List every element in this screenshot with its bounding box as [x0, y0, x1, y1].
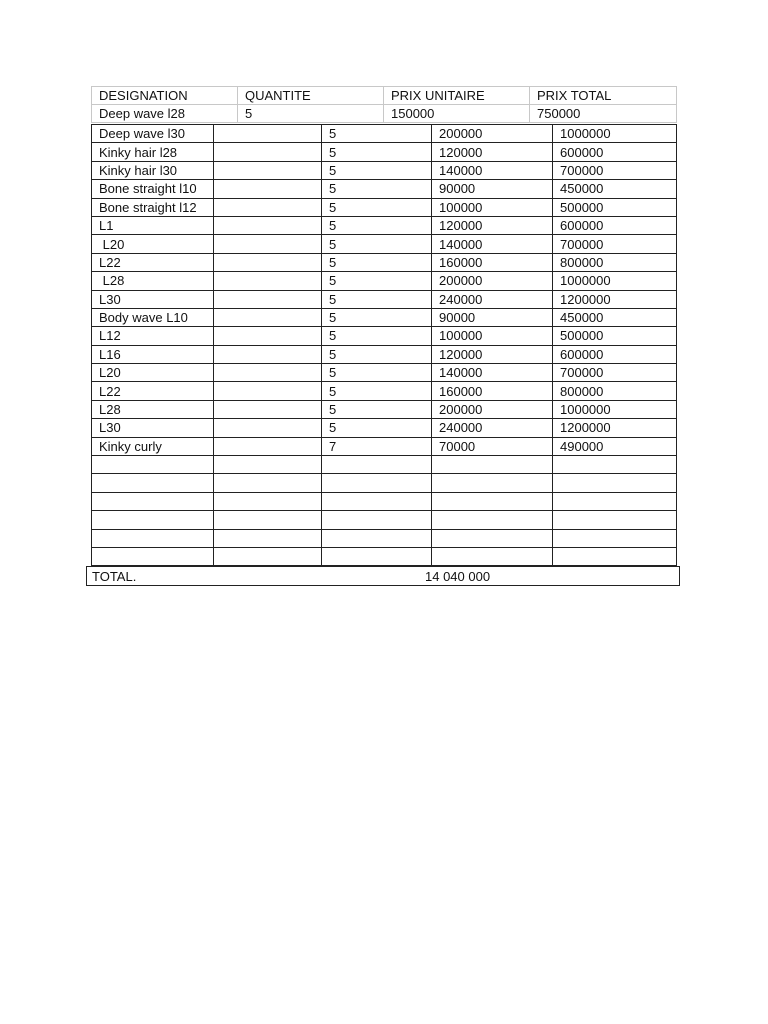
cell-blank [214, 364, 322, 382]
cell-designation [92, 511, 214, 529]
cell-quantite [322, 492, 432, 510]
column-header-prix-total: PRIX TOTAL [530, 87, 677, 105]
column-header-row [92, 87, 677, 105]
cell-prix-total: 750000 [530, 105, 677, 123]
cell-prix-unitaire: 100000 [432, 198, 553, 216]
cell-blank [214, 216, 322, 234]
cell-designation [92, 529, 214, 547]
cell-prix-total: 600000 [553, 216, 677, 234]
cell-blank [214, 547, 322, 565]
table-row [92, 290, 677, 308]
cell-prix-unitaire [432, 547, 553, 565]
cell-prix-total: 450000 [553, 308, 677, 326]
total-row [86, 566, 680, 586]
table-row [92, 272, 677, 290]
cell-blank [214, 272, 322, 290]
table-row [92, 364, 677, 382]
cell-designation: L22 [92, 253, 214, 271]
cell-designation: Kinky hair l30 [92, 161, 214, 179]
cell-designation: Bone straight l10 [92, 180, 214, 198]
cell-prix-unitaire: 120000 [432, 216, 553, 234]
header-table [91, 86, 677, 123]
cell-blank [214, 345, 322, 363]
cell-quantite: 7 [322, 437, 432, 455]
cell-designation: L20 [92, 235, 214, 253]
cell-blank [214, 382, 322, 400]
table-row [92, 143, 677, 161]
table-row [92, 161, 677, 179]
cell-prix-total: 1200000 [553, 419, 677, 437]
cell-prix-unitaire: 140000 [432, 235, 553, 253]
cell-blank [214, 125, 322, 143]
cell-prix-total: 700000 [553, 161, 677, 179]
cell-designation: L16 [92, 345, 214, 363]
cell-prix-total [553, 474, 677, 492]
cell-blank [214, 198, 322, 216]
cell-quantite: 5 [322, 125, 432, 143]
cell-prix-total: 450000 [553, 180, 677, 198]
cell-prix-unitaire: 200000 [432, 400, 553, 418]
cell-prix-unitaire: 200000 [432, 125, 553, 143]
cell-designation: Kinky curly [92, 437, 214, 455]
cell-designation: Kinky hair l28 [92, 143, 214, 161]
table-row [92, 105, 677, 123]
cell-designation: L28 [92, 400, 214, 418]
cell-blank [214, 511, 322, 529]
cell-prix-unitaire: 160000 [432, 382, 553, 400]
cell-prix-total: 600000 [553, 143, 677, 161]
cell-quantite [322, 474, 432, 492]
cell-prix-total: 600000 [553, 345, 677, 363]
table-row [92, 253, 677, 271]
cell-prix-unitaire: 240000 [432, 419, 553, 437]
cell-designation: L22 [92, 382, 214, 400]
cell-blank [214, 400, 322, 418]
table-row [92, 547, 677, 565]
cell-prix-unitaire: 240000 [432, 290, 553, 308]
cell-prix-total: 1200000 [553, 290, 677, 308]
cell-designation [92, 456, 214, 474]
cell-designation: L30 [92, 290, 214, 308]
cell-quantite: 5 [322, 345, 432, 363]
cell-prix-unitaire: 200000 [432, 272, 553, 290]
cell-blank [214, 143, 322, 161]
cell-prix-total: 500000 [553, 327, 677, 345]
column-header-quantite: QUANTITE [238, 87, 384, 105]
cell-designation: L30 [92, 419, 214, 437]
cell-prix-total [553, 529, 677, 547]
cell-designation: Deep wave l28 [92, 105, 238, 123]
table-row [92, 492, 677, 510]
cell-blank [214, 327, 322, 345]
cell-prix-unitaire [432, 511, 553, 529]
cell-designation: Deep wave l30 [92, 125, 214, 143]
cell-prix-unitaire: 70000 [432, 437, 553, 455]
cell-prix-unitaire [432, 492, 553, 510]
cell-prix-total: 1000000 [553, 400, 677, 418]
cell-blank [214, 529, 322, 547]
cell-blank [214, 437, 322, 455]
cell-quantite: 5 [322, 161, 432, 179]
cell-prix-total: 800000 [553, 382, 677, 400]
cell-designation [92, 547, 214, 565]
table-row [92, 198, 677, 216]
cell-blank [214, 492, 322, 510]
cell-designation: Bone straight l12 [92, 198, 214, 216]
cell-quantite [322, 529, 432, 547]
column-header-prix-unitaire: PRIX UNITAIRE [384, 87, 530, 105]
cell-blank [214, 474, 322, 492]
cell-blank [214, 253, 322, 271]
table-row [92, 125, 677, 143]
cell-quantite: 5 [322, 290, 432, 308]
cell-quantite [322, 511, 432, 529]
table-row [92, 180, 677, 198]
cell-prix-total: 490000 [553, 437, 677, 455]
cell-prix-total [553, 456, 677, 474]
cell-quantite: 5 [322, 235, 432, 253]
table-row [92, 400, 677, 418]
cell-designation: Body wave L10 [92, 308, 214, 326]
table-row [92, 437, 677, 455]
table-row [92, 327, 677, 345]
cell-designation: L28 [92, 272, 214, 290]
cell-quantite: 5 [238, 105, 384, 123]
cell-designation: L12 [92, 327, 214, 345]
cell-prix-total: 800000 [553, 253, 677, 271]
cell-quantite [322, 547, 432, 565]
cell-designation [92, 492, 214, 510]
cell-prix-unitaire: 160000 [432, 253, 553, 271]
table-row [92, 216, 677, 234]
cell-blank [214, 419, 322, 437]
cell-quantite: 5 [322, 308, 432, 326]
cell-prix-total [553, 547, 677, 565]
cell-prix-unitaire: 90000 [432, 308, 553, 326]
cell-quantite: 5 [322, 382, 432, 400]
cell-prix-total: 700000 [553, 235, 677, 253]
table-row [92, 419, 677, 437]
cell-blank [214, 456, 322, 474]
cell-prix-unitaire: 120000 [432, 143, 553, 161]
cell-prix-unitaire [432, 456, 553, 474]
cell-prix-total: 500000 [553, 198, 677, 216]
table-row [92, 511, 677, 529]
cell-prix-total: 1000000 [553, 125, 677, 143]
table-row [92, 382, 677, 400]
cell-prix-unitaire: 90000 [432, 180, 553, 198]
cell-prix-unitaire: 100000 [432, 327, 553, 345]
cell-quantite: 5 [322, 143, 432, 161]
cell-quantite: 5 [322, 198, 432, 216]
cell-prix-total [553, 492, 677, 510]
total-label: TOTAL. [92, 569, 137, 584]
table-row [92, 235, 677, 253]
table-row [92, 345, 677, 363]
cell-prix-total [553, 511, 677, 529]
cell-blank [214, 308, 322, 326]
cell-designation: L1 [92, 216, 214, 234]
cell-blank [214, 180, 322, 198]
cell-designation: L20 [92, 364, 214, 382]
table-row [92, 308, 677, 326]
items-table [91, 124, 677, 566]
cell-quantite: 5 [322, 400, 432, 418]
column-header-designation: DESIGNATION [92, 87, 238, 105]
cell-quantite [322, 456, 432, 474]
table-row [92, 456, 677, 474]
cell-blank [214, 161, 322, 179]
cell-prix-unitaire: 140000 [432, 364, 553, 382]
items-table-body [92, 125, 677, 566]
cell-prix-total: 700000 [553, 364, 677, 382]
cell-prix-unitaire: 120000 [432, 345, 553, 363]
cell-prix-unitaire [432, 474, 553, 492]
total-value: 14 040 000 [425, 569, 491, 584]
cell-quantite: 5 [322, 180, 432, 198]
cell-prix-unitaire: 140000 [432, 161, 553, 179]
cell-quantite: 5 [322, 253, 432, 271]
cell-prix-total: 1000000 [553, 272, 677, 290]
cell-prix-unitaire: 150000 [384, 105, 530, 123]
cell-quantite: 5 [322, 419, 432, 437]
cell-quantite: 5 [322, 364, 432, 382]
cell-blank [214, 290, 322, 308]
cell-quantite: 5 [322, 272, 432, 290]
cell-quantite: 5 [322, 216, 432, 234]
cell-prix-unitaire [432, 529, 553, 547]
cell-quantite: 5 [322, 327, 432, 345]
cell-blank [214, 235, 322, 253]
cell-designation [92, 474, 214, 492]
table-row [92, 474, 677, 492]
table-row [92, 529, 677, 547]
